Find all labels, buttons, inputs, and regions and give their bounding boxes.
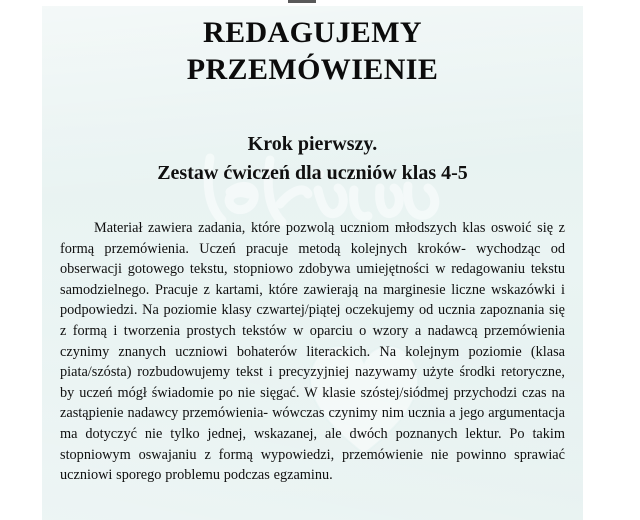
body-paragraph: Materiał zawiera zadania, które pozwolą uczniom młodszych klas oswoić się z formą przemówienia. Uczeń pracuje metodą kolejnych kroków- wychodząc od obserwacji gotowego tekstu, stopniowo zdobywa umiejętności w redagowaniu tekstu samodzielnego. Pracuje z kartami, które zawierają na marginesie liczne wskazówki i podpowiedzi. Na poziomie klasy czwartej/piątej oczekujemy od ucznia zapoznania się z formą i tworzenia prostych tekstów w oparciu o wzory a nadawcą przemówienia czynimy znanych uczniowi bohaterów literackich. Na kolejnym poziomie (klasa piata/szósta) rozbudowujemy tekst i precyzyjniej nazywamy użyte środki retoryczne, by uczeń mógł świadomie po nie sięgać. W klasie szóstej/siódmej przychodzi czas na zastąpienie nadawcy przemówienia- wówczas czynimy nim ucznia a jego argumentacja ma dotyczyć nie tylko jednej, wskazanej, ale dwóch poznanych lektur. Po takim stopniowym oswajaniu z formą wypowiedzi, przemówienie nie powinno sprawiać uczniowi sporego problemu podczas egzaminu. xyxy=(60,220,565,484)
document-page xyxy=(42,6,583,520)
scroll-handle[interactable] xyxy=(288,0,316,3)
document-content xyxy=(42,6,583,486)
page-title xyxy=(42,6,583,88)
page-subtitle-line-1: Krok pierwszy. xyxy=(247,133,378,155)
page-title-line-2: PRZEMÓWIENIE xyxy=(186,53,439,86)
page-subtitle xyxy=(42,88,583,188)
page-title-line-1: REDAGUJEMY xyxy=(203,16,422,49)
page-subtitle-line-2: Zestaw ćwiczeń dla uczniów klas 4-5 xyxy=(157,162,468,184)
